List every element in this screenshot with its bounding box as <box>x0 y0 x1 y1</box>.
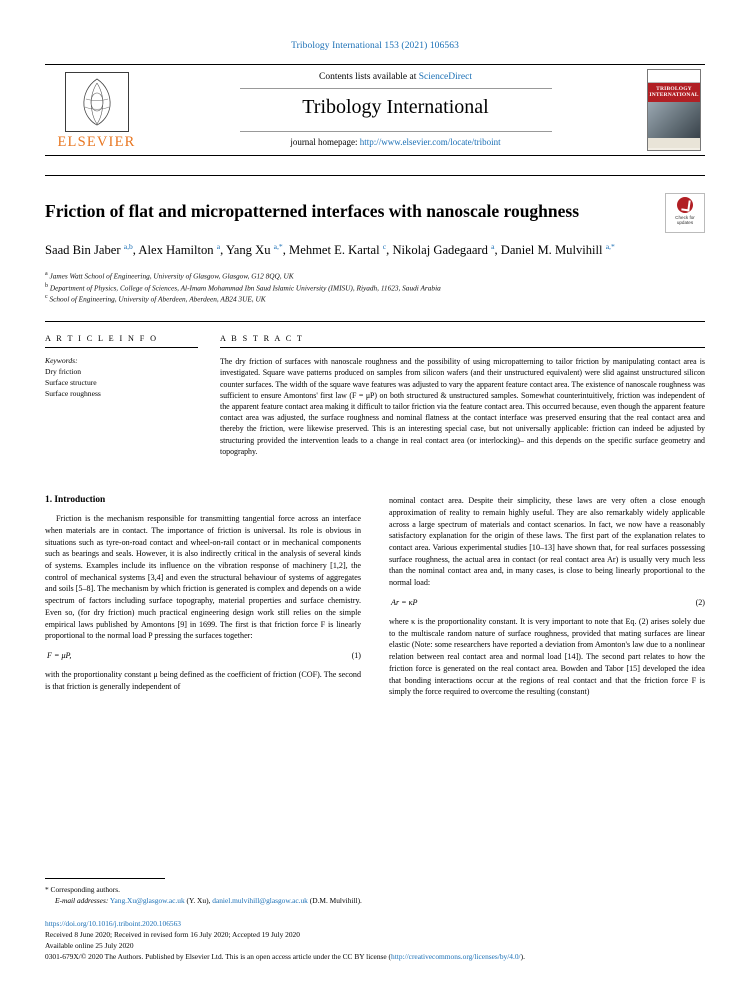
sciencedirect-link[interactable]: ScienceDirect <box>418 72 472 82</box>
email-line <box>45 895 705 906</box>
received-dates: Received 8 June 2020; Received in revised form 16 July 2020; Accepted 19 July 2020 <box>45 929 300 939</box>
paragraph-intro-3: nominal contact area. Despite their simplicity, these laws are very often a close enough approximation of reality to remain highly useful. They are also remarkably widely applicable across a large spectrum of materials and contact scenarios. In fact, we now have a reasonably satisfactory explanation for the origin of these laws. The first part of the explanation relates to contact area. Various experimental studies [10–13] have shown that, for real surfaces possessing surface roughness, the actual area in contact (or real contact area Ar) is usually very much less than the nominal contact area and, in many cases, is close to being linearly proportional to the normal load: <box>389 496 705 588</box>
info-abstract-row <box>45 334 705 457</box>
article-info-block <box>45 334 220 457</box>
info-separator <box>45 321 705 322</box>
doi-text: https://doi.org/10.1016/j.triboint.2020.106563 <box>45 918 181 928</box>
body-columns <box>45 495 705 705</box>
journal-title: Tribology International <box>302 96 489 118</box>
affiliations <box>45 270 705 305</box>
equation-2-body: Ar = κP <box>391 597 418 607</box>
journal-masthead <box>45 64 705 156</box>
keyword-1: Dry friction <box>45 367 82 377</box>
masthead-center <box>148 65 643 155</box>
journal-cover <box>643 65 705 155</box>
email-label: E-mail addresses: <box>55 896 109 906</box>
keywords-label: Keywords: <box>45 356 78 366</box>
masthead-divider <box>240 88 552 89</box>
crossmark-text <box>666 215 704 226</box>
crossmark-line2: updates <box>676 220 694 226</box>
cover-title <box>648 83 700 102</box>
copyright-suffix: ). <box>520 951 525 961</box>
elsevier-tree-icon <box>65 72 129 132</box>
homepage-label: journal homepage: <box>290 137 358 147</box>
copyright-line <box>45 951 705 962</box>
cover-bottom-band <box>648 138 700 148</box>
elsevier-wordmark: ELSEVIER <box>57 134 136 150</box>
equation-2-number: (2) <box>695 597 705 607</box>
article-info-rule <box>45 347 198 348</box>
copyright-prefix: 0301-679X/© 2020 The Authors. Published by Elsevier Ltd. This is an open access article under the CC BY license ( <box>45 951 392 961</box>
doi-link[interactable] <box>45 918 705 929</box>
license-link[interactable]: http://creativecommons.org/licenses/by/4.0/ <box>391 951 521 961</box>
contents-available-line <box>319 72 472 82</box>
abstract-rule <box>220 347 705 348</box>
homepage-link[interactable]: http://www.elsevier.com/locate/triboint <box>359 137 501 147</box>
cover-title-line1: TRIBOLOGY <box>656 86 692 92</box>
available-online: Available online 25 July 2020 <box>45 940 134 950</box>
keyword-3: Surface roughness <box>45 389 101 399</box>
affiliation-b: $^b$ Department of Physics, College of Sciences, Al-Imam Mohammad Ibn Saud Islamic University (IMISU), Riyadh, 11623, Saudi Arabia <box>45 282 441 293</box>
article-info-heading: A R T I C L E I N F O <box>45 334 158 344</box>
crossmark-badge[interactable] <box>665 193 705 233</box>
keyword-2: Surface structure <box>45 378 97 388</box>
crossmark-line1: Check for <box>675 215 695 220</box>
page-title: Friction of flat and micropatterned interfaces with nanoscale roughness <box>45 201 580 221</box>
abstract-block <box>220 334 705 457</box>
article-content <box>45 201 705 705</box>
email-link-2[interactable]: daniel.mulvihill@glasgow.ac.uk <box>212 896 308 906</box>
cover-image <box>648 102 700 138</box>
author-list: Saad Bin Jaber $^{a,b}$, Alex Hamilton $^a$, Yang Xu $^{a,*}$, Mehmet E. Kartal $^c$, Nikolaj Gadegaard $^a$, Daniel M. Mulvihill $^{a,*}$ <box>45 241 615 258</box>
section-heading-introduction: 1. Introduction <box>45 495 106 506</box>
corresponding-author-note: * Corresponding authors. <box>45 885 120 895</box>
cover-thumbnail <box>647 69 701 151</box>
affiliation-a: $^a$ James Watt School of Engineering, University of Glasgow, Glasgow, G12 8QQ, UK <box>45 270 294 281</box>
cover-title-line2: INTERNATIONAL <box>649 92 699 99</box>
masthead-divider-2 <box>240 131 552 132</box>
email-owner-2: (D.M. Mulvihill). <box>309 896 362 906</box>
equation-2 <box>389 598 705 607</box>
footnote-rule <box>45 878 165 879</box>
contents-prefix: Contents lists available at <box>318 72 417 82</box>
abstract-text: The dry friction of surfaces with nanoscale roughness and the possibility of using micropatterning to tailor friction by manipulating contact area is investigated. Square wave patterns produced on samples from silicon wafers (and their unstructured equivalent) were slid against unstructured silicon counter surfaces. The width of the square wave features was adjusted to vary the apparent feature contact area. The existence of nanoscale roughness was sufficient to ensure Amontons' first law (F = μP) on both structured & unstructured samples. Somewhat counterintuitively, friction was independent of the apparent feature contact area making it difficult to tailor friction via the feature contact area. This occurred because, even though the apparent feature contact area was adjusted, the surface roughness and nominal flatness at the contact interface was preserved ensuring that the real contact area and thereby the friction, were likewise preserved. This is an interesting special case, but not universally applicable: friction can indeed be adjusted by structuring provided the intervention leads to a change in real contact area (or interlocking)– and this depends on the specific surface geometry and topography. <box>220 357 705 456</box>
equation-1-body: F = μP, <box>47 651 72 661</box>
journal-citation: Tribology International 153 (2021) 106563 <box>291 41 459 51</box>
crossmark-check-icon <box>677 197 693 213</box>
equation-1-number: (1) <box>351 651 361 661</box>
column-right <box>375 495 705 705</box>
title-separator <box>45 175 705 176</box>
paragraph-intro-4: where κ is the proportionality constant. It is very important to note that Eq. (2) arises solely due to the multiscale random nature of surface roughness, provided that mating surfaces are linear elastic (Note: some researchers have reported a deviation from Amonton's law due to a nonlinear relation between real contact area and normal load [14]). The second part relates to how the friction force is generated on the real contact area. Bowden and Tabor [15] developed the idea that bonding interactions occur at the regions of real contact and that the friction force F is simply the force required to overcome the resulting (constant) <box>389 616 705 697</box>
paragraph-intro-1: Friction is the mechanism responsible for transmitting tangential force across an interface when materials are in contact. The importance of friction is universal. Its role is obvious in situations such as tyre-on-road contact and wheel-on-rail contact or in mechanical components such as bearings and seals. However, it is also indirectly critical in the analysis of several kinds of systems. Examples include its influence on the vibration response of machinery [1,2], the control of mechanical systems [3,4] and even the structural behaviour of systems of aggregates and soils [5–8]. The mechanism by which friction is generated is complex and depends on a wide spectrum of factors including surface topography, material properties and surface chemistry. Even so, (for dry friction) much practical engineering design work still relies on the simple empirical laws published by Amontons [9] in 1699. The first is that friction force F is linearly proportional to the normal load P pressing the surfaces together: <box>45 514 361 641</box>
equation-1 <box>45 651 361 660</box>
paragraph-intro-2: with the proportionality constant μ being defined as the coefficient of friction (COF). The second is that friction is generally independent of <box>45 670 361 691</box>
affiliation-c: $^c$ School of Engineering, University of Aberdeen, Aberdeen, AB24 3UE, UK <box>45 294 266 304</box>
email-link-1[interactable]: Yang.Xu@glasgow.ac.uk <box>109 896 185 906</box>
email-owner-1: (Y. Xu), <box>186 896 211 906</box>
page-footer <box>45 868 705 962</box>
cover-top-band <box>648 70 700 83</box>
publisher-logo <box>45 65 148 155</box>
abstract-heading: A B S T R A C T <box>220 334 304 344</box>
column-left <box>45 495 375 705</box>
journal-homepage-line <box>290 137 500 147</box>
